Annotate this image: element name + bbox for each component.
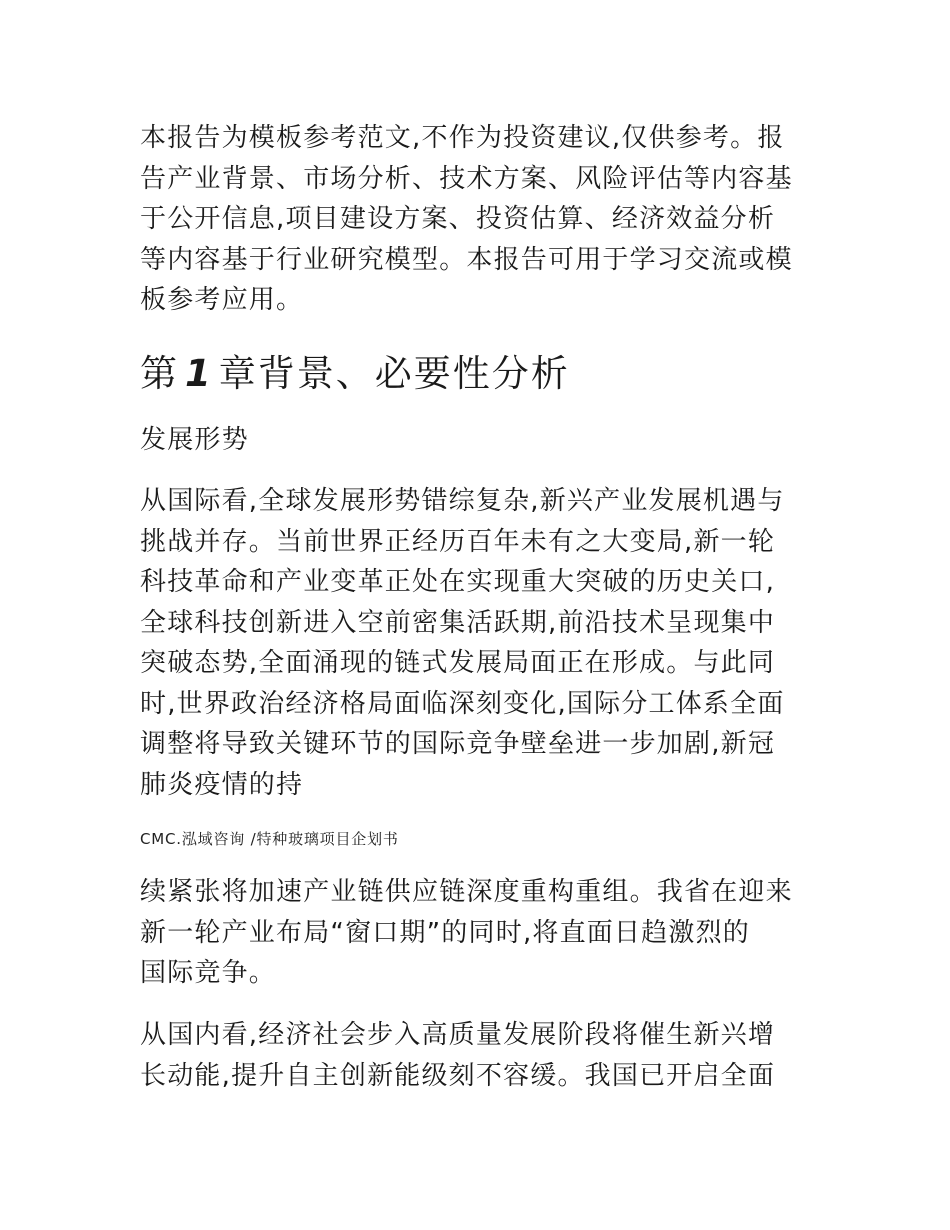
disclaimer-line: 告产业背景、市场分析、技术方案、风险评估等内容基 — [140, 163, 793, 194]
paragraph-line: 从国际看,全球发展形势错综复杂,新兴产业发展机遇与 — [140, 486, 785, 516]
paragraph-line: 科技革命和产业变革正处在实现重大突破的历史关口, — [140, 567, 776, 597]
paragraph-line: 挑战并存。当前世界正经历百年未有之大变局,新一轮 — [140, 526, 776, 557]
domestic-paragraph — [140, 1015, 820, 1096]
paragraph-line: 肺炎疫情的持 — [140, 769, 304, 800]
disclaimer-paragraph — [140, 118, 820, 321]
disclaimer-line: 等内容基于行业研究模型。本报告可用于学习交流或模 — [140, 244, 793, 275]
chapter-title-text: 章背景、必要性分析 — [218, 352, 570, 395]
continued-paragraph — [140, 872, 820, 994]
international-paragraph — [140, 481, 820, 805]
paragraph-line: 时,世界政治经济格局面临深刻变化,国际分工体系全面 — [140, 688, 785, 719]
paragraph-line: 调整将导致关键环节的国际竞争壁垒进一步加剧,新冠 — [140, 729, 776, 759]
disclaimer-line: 本报告为模板参考范文,不作为投资建议,仅供参考。报 — [140, 123, 785, 153]
paragraph-line: 续紧张将加速产业链供应链深度重构重组。我省在迎来 — [140, 877, 793, 907]
chapter-number: 1 — [185, 352, 213, 395]
paragraph-line: 从国内看,经济社会步入高质量发展阶段将催生新兴增 — [140, 1020, 776, 1050]
section-heading: 发展形势 — [140, 425, 249, 455]
paragraph-line: 国际竞争。 — [140, 958, 277, 988]
chapter-prefix: 第 — [140, 352, 179, 395]
disclaimer-line: 于公开信息,项目建设方案、投资估算、经济效益分析 — [140, 204, 776, 234]
chapter-title — [140, 348, 570, 400]
page-footer-note: CMC.泓域咨询 /特种玻璃项目企划书 — [140, 830, 399, 848]
paragraph-line: 长动能,提升自主创新能级刻不容缓。我国已开启全面 — [140, 1060, 776, 1091]
disclaimer-line: 板参考应用。 — [140, 285, 304, 315]
paragraph-line: 新一轮产业布局“窗口期”的同时,将直面日趋激烈的 — [140, 917, 751, 948]
paragraph-line: 突破态势,全面涌现的链式发展局面正在形成。与此同 — [140, 648, 776, 678]
paragraph-line: 全球科技创新进入空前密集活跃期,前沿技术呈现集中 — [140, 607, 776, 638]
